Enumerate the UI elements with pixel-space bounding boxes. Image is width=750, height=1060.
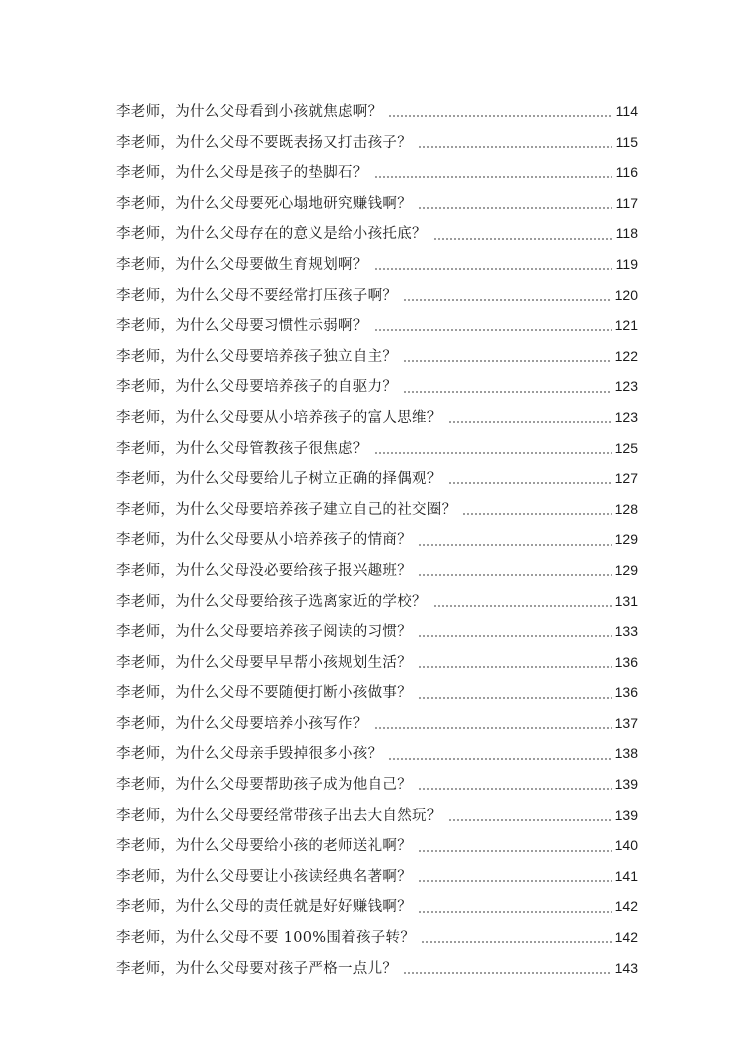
- toc-entry-title: 李老师，为什么父母亲手毁掉很多小孩？: [116, 746, 383, 763]
- toc-entry-page-number: 139: [614, 776, 638, 793]
- toc-entry[interactable]: [116, 800, 638, 831]
- dot-leader: [374, 452, 612, 454]
- toc-entry-page-number: 121: [614, 317, 638, 334]
- dot-leader: [388, 115, 612, 117]
- toc-entry-title: 李老师，为什么父母不要既表扬又打击孩子？: [116, 134, 412, 151]
- toc-entry-page-number: 129: [614, 531, 638, 548]
- dot-leader: [418, 697, 612, 699]
- toc-entry-page-number: 139: [614, 806, 638, 823]
- dot-leader: [388, 758, 612, 760]
- toc-entry-title: 李老师，为什么父母没必要给孩子报兴趣班？: [116, 562, 412, 579]
- toc-entry-title: 李老师，为什么父母要帮助孩子成为他自己？: [116, 777, 412, 794]
- toc-entry-title: 李老师，为什么父母存在的意义是给小孩托底？: [116, 226, 427, 243]
- dot-leader: [421, 941, 612, 943]
- toc-entry-title: 李老师，为什么父母要给孩子选离家近的学校？: [116, 593, 427, 610]
- dot-leader: [418, 666, 612, 668]
- dot-leader: [403, 972, 612, 974]
- toc-entry-page-number: 114: [615, 103, 638, 119]
- toc-entry[interactable]: [116, 738, 638, 769]
- toc-entry-title: 李老师，为什么父母要死心塌地研究赚钱啊？: [116, 195, 412, 212]
- dot-leader: [448, 421, 612, 423]
- toc-entry-title: 李老师，为什么父母要给儿子树立正确的择偶观？: [116, 471, 442, 488]
- toc-entry-page-number: 118: [615, 225, 638, 242]
- toc-entry-title: 李老师，为什么父母要做生育规划啊？: [116, 256, 368, 273]
- toc-entry[interactable]: [116, 157, 638, 188]
- toc-entry[interactable]: [116, 524, 638, 555]
- toc-entry-page-number: 117: [615, 194, 638, 211]
- dot-leader: [374, 329, 612, 331]
- toc-entry-page-number: 116: [615, 164, 638, 181]
- toc-entry[interactable]: [116, 647, 638, 678]
- toc-entry-title: 李老师，为什么父母要培养孩子的自驱力？: [116, 379, 398, 396]
- toc-entry[interactable]: [116, 96, 638, 127]
- dot-leader: [403, 360, 612, 362]
- toc-entry-page-number: 122: [614, 347, 638, 364]
- dot-leader: [403, 391, 612, 393]
- toc-entry-page-number: 131: [614, 592, 638, 609]
- toc-entry-page-number: 136: [614, 684, 638, 701]
- toc-entry-page-number: 115: [615, 133, 638, 150]
- dot-leader: [418, 911, 612, 913]
- dot-leader: [433, 238, 612, 240]
- toc-entry[interactable]: [116, 463, 638, 494]
- toc-list: [116, 96, 638, 983]
- toc-entry-page-number: 136: [614, 653, 638, 670]
- toc-entry[interactable]: [116, 433, 638, 464]
- dot-leader: [448, 482, 612, 484]
- toc-entry-page-number: 142: [614, 898, 638, 915]
- toc-entry[interactable]: [116, 769, 638, 800]
- toc-entry-page-number: 127: [614, 470, 638, 487]
- toc-entry[interactable]: [116, 953, 638, 984]
- toc-entry[interactable]: [116, 830, 638, 861]
- dot-leader: [418, 635, 612, 637]
- toc-entry[interactable]: [116, 310, 638, 341]
- toc-entry-page-number: 133: [614, 623, 638, 640]
- toc-entry[interactable]: [116, 402, 638, 433]
- toc-entry-title: 李老师，为什么父母要经常带孩子出去大自然玩？: [116, 807, 442, 824]
- toc-entry-title: 李老师，为什么父母要培养孩子独立自主？: [116, 348, 398, 365]
- dot-leader: [418, 850, 612, 852]
- toc-entry-page-number: 120: [614, 286, 638, 303]
- toc-entry[interactable]: [116, 494, 638, 525]
- toc-entry-page-number: 119: [615, 255, 638, 272]
- toc-entry-title: 李老师，为什么父母不要经常打压孩子啊？: [116, 287, 398, 304]
- toc-entry[interactable]: [116, 188, 638, 219]
- toc-entry-page-number: 138: [614, 745, 638, 762]
- toc-entry[interactable]: [116, 616, 638, 647]
- toc-entry-title: 李老师，为什么父母要早早帮小孩规划生活？: [116, 654, 412, 671]
- toc-entry-title: 李老师，为什么父母要让小孩读经典名著啊？: [116, 868, 412, 885]
- toc-entry-title: 李老师，为什么父母不要随便打断小孩做事？: [116, 685, 412, 702]
- toc-entry[interactable]: [116, 861, 638, 892]
- toc-entry[interactable]: [116, 249, 638, 280]
- toc-entry-page-number: 125: [614, 439, 638, 456]
- dot-leader: [418, 146, 612, 148]
- toc-entry[interactable]: [116, 677, 638, 708]
- toc-entry-page-number: 123: [614, 378, 638, 395]
- dot-leader: [403, 299, 612, 301]
- dot-leader: [374, 727, 612, 729]
- toc-entry-title: 李老师，为什么父母管教孩子很焦虑？: [116, 440, 368, 457]
- toc-entry-title: 李老师，为什么父母要从小培养孩子的富人思维？: [116, 409, 442, 426]
- toc-entry-title: 李老师，为什么父母不要 100%围着孩子转？: [116, 930, 416, 947]
- toc-entry-title: 李老师，为什么父母要培养孩子建立自己的社交圈？: [116, 501, 457, 518]
- toc-entry[interactable]: [116, 555, 638, 586]
- toc-entry-title: 李老师，为什么父母是孩子的垫脚石？: [116, 165, 368, 182]
- dot-leader: [448, 819, 612, 821]
- toc-entry[interactable]: [116, 891, 638, 922]
- dot-leader: [418, 574, 612, 576]
- toc-entry-title: 李老师，为什么父母要习惯性示弱啊？: [116, 318, 368, 335]
- toc-entry-page-number: 140: [614, 837, 638, 854]
- toc-entry-title: 李老师，为什么父母的责任就是好好赚钱啊？: [116, 899, 412, 916]
- toc-entry-title: 李老师，为什么父母要培养小孩写作？: [116, 715, 368, 732]
- toc-entry[interactable]: [116, 218, 638, 249]
- toc-entry[interactable]: [116, 280, 638, 311]
- toc-entry-page-number: 129: [614, 561, 638, 578]
- toc-entry-title: 李老师，为什么父母看到小孩就焦虑啊？: [116, 104, 383, 120]
- toc-entry-page-number: 143: [614, 959, 638, 976]
- dot-leader: [418, 880, 612, 882]
- toc-entry-title: 李老师，为什么父母要对孩子严格一点儿？: [116, 960, 398, 977]
- dot-leader: [374, 268, 612, 270]
- toc-entry-title: 李老师，为什么父母要从小培养孩子的情商？: [116, 532, 412, 549]
- toc-entry[interactable]: [116, 922, 638, 953]
- dot-leader: [418, 207, 612, 209]
- toc-entry-page-number: 142: [614, 929, 638, 946]
- toc-entry-page-number: 123: [614, 408, 638, 425]
- dot-leader: [418, 544, 612, 546]
- toc-entry-page-number: 128: [614, 500, 638, 517]
- toc-entry-page-number: 137: [614, 714, 638, 731]
- dot-leader: [433, 605, 612, 607]
- dot-leader: [374, 176, 612, 178]
- toc-entry-title: 李老师，为什么父母要培养孩子阅读的习惯？: [116, 624, 412, 641]
- toc-entry[interactable]: [116, 341, 638, 372]
- toc-entry[interactable]: [116, 708, 638, 739]
- toc-entry[interactable]: [116, 371, 638, 402]
- toc-entry-title: 李老师，为什么父母要给小孩的老师送礼啊？: [116, 838, 412, 855]
- toc-entry[interactable]: [116, 127, 638, 158]
- dot-leader: [462, 513, 612, 515]
- dot-leader: [418, 788, 612, 790]
- toc-entry-page-number: 141: [614, 867, 638, 884]
- toc-entry[interactable]: [116, 586, 638, 617]
